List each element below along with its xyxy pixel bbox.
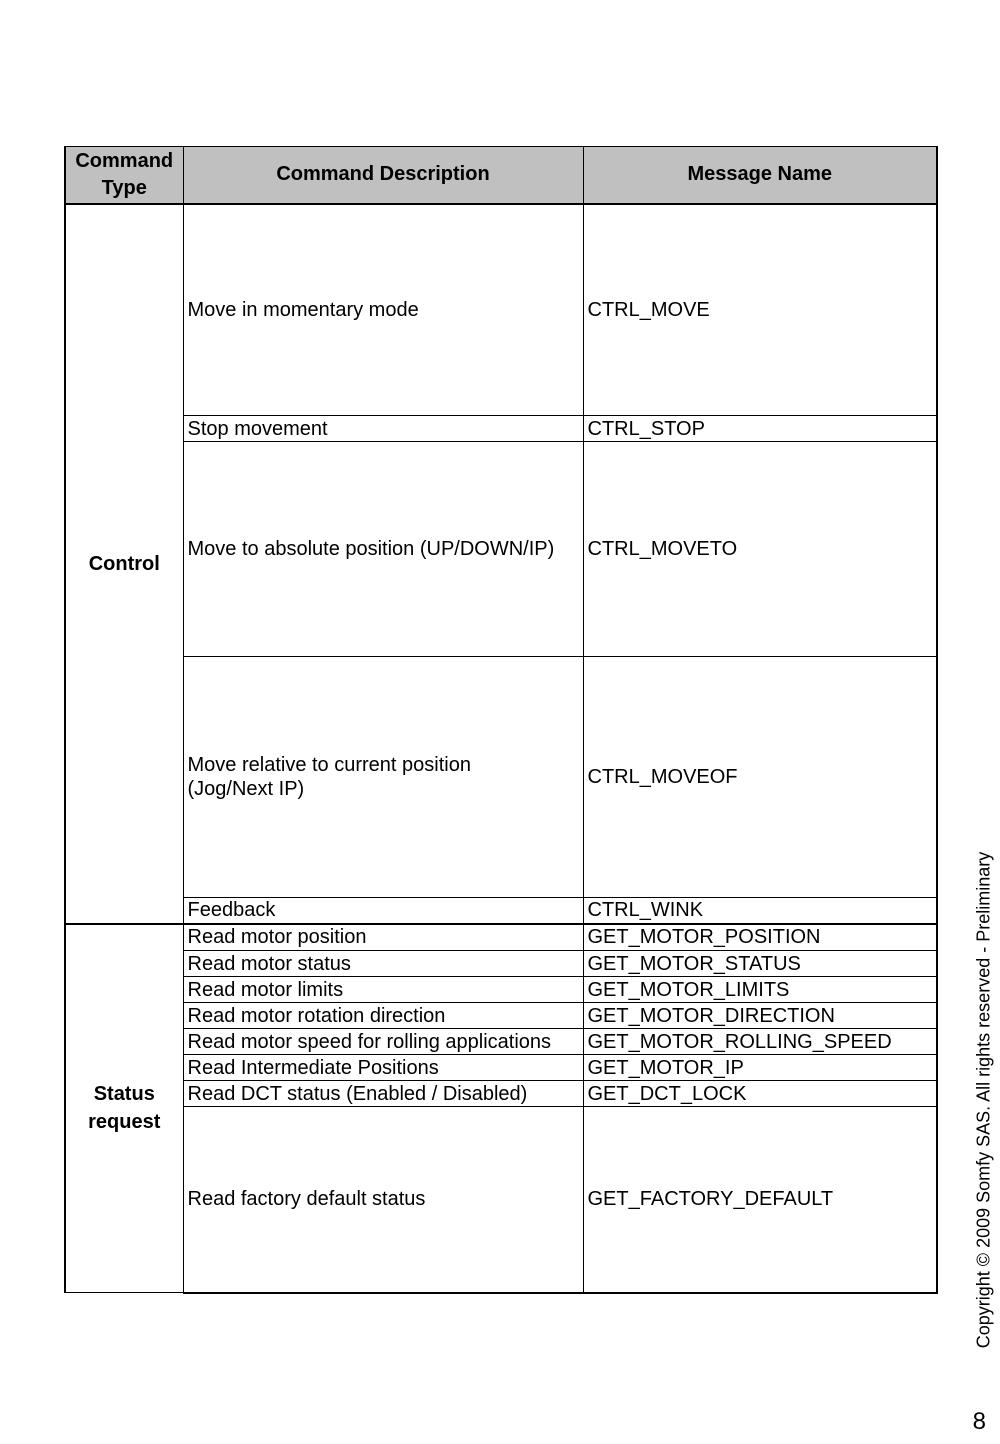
message-name: CTRL_STOP [583, 416, 937, 442]
table-row [65, 1055, 937, 1081]
table-row [65, 924, 937, 951]
table-row [65, 657, 937, 898]
table-row [65, 1107, 937, 1293]
table-row [65, 951, 937, 977]
message-name: CTRL_MOVETO [583, 442, 937, 657]
message-name: GET_MOTOR_STATUS [583, 951, 937, 977]
command-table [64, 146, 938, 1294]
command-description: Stop movement [183, 416, 583, 442]
message-name: GET_MOTOR_IP [583, 1055, 937, 1081]
command-description: Read motor status [183, 951, 583, 977]
command-description: Read motor speed for rolling applications [183, 1029, 583, 1055]
table-row [65, 1081, 937, 1107]
command-description: Read DCT status (Enabled / Disabled) [183, 1081, 583, 1107]
message-name: GET_DCT_LOCK [583, 1081, 937, 1107]
message-name: GET_MOTOR_ROLLING_SPEED [583, 1029, 937, 1055]
message-name: GET_MOTOR_DIRECTION [583, 1003, 937, 1029]
table-row [65, 204, 937, 416]
command-description: Read factory default status [183, 1107, 583, 1293]
command-type-control: Control [65, 204, 183, 924]
table-header-row [65, 147, 937, 204]
command-description: Read motor rotation direction [183, 1003, 583, 1029]
command-description: Feedback [183, 898, 583, 924]
command-type-status-request: Status request [65, 924, 183, 1293]
message-name: GET_MOTOR_POSITION [583, 924, 937, 951]
message-name: CTRL_MOVE [583, 204, 937, 416]
page-number: 8 [972, 1408, 986, 1435]
command-description: Move relative to current position (Jog/Next IP) [183, 657, 583, 898]
command-description: Read motor position [183, 924, 583, 951]
message-name: CTRL_WINK [583, 898, 937, 924]
table-row [65, 1003, 937, 1029]
command-description: Read Intermediate Positions [183, 1055, 583, 1081]
header-command-description: Command Description [183, 147, 583, 204]
message-name: GET_FACTORY_DEFAULT [583, 1107, 937, 1293]
message-name: GET_MOTOR_LIMITS [583, 977, 937, 1003]
command-description: Move to absolute position (UP/DOWN/IP) [183, 442, 583, 657]
table-row [65, 898, 937, 924]
header-command-type: Command Type [65, 147, 183, 204]
message-name: CTRL_MOVEOF [583, 657, 937, 898]
command-description: Move in momentary mode [183, 204, 583, 416]
header-message-name: Message Name [583, 147, 937, 204]
copyright-notice: Copyright © 2009 Somfy SAS. All rights reserved - Preliminary [973, 851, 994, 1349]
table-row [65, 442, 937, 657]
command-description: Read motor limits [183, 977, 583, 1003]
table-row [65, 416, 937, 442]
table-row [65, 977, 937, 1003]
table-row [65, 1029, 937, 1055]
